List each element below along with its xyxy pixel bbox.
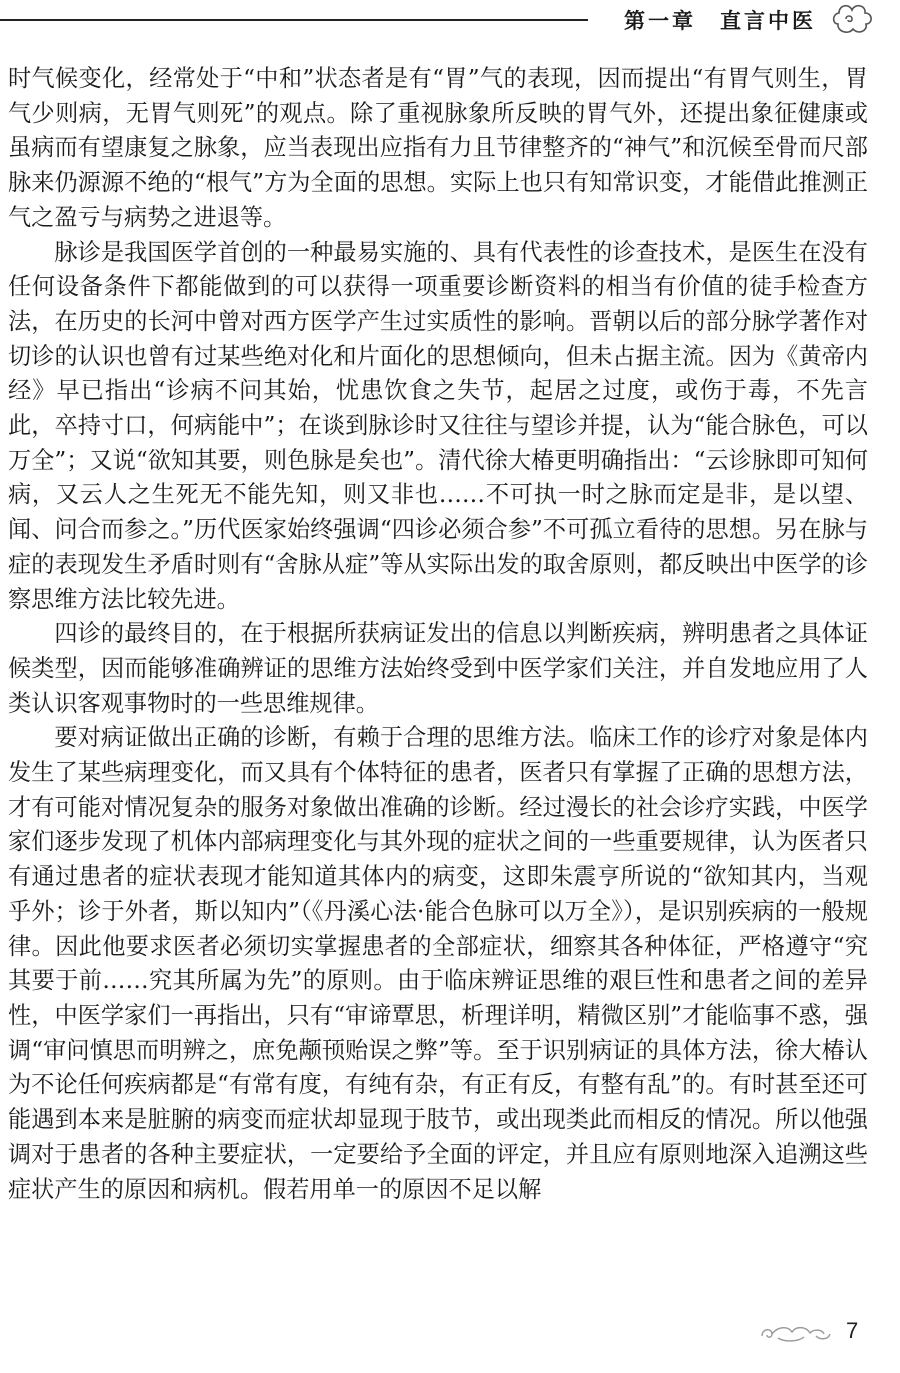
chapter-title: 第一章 直言中医 [624,8,816,33]
cloud-ornament-icon [830,0,876,40]
page-number: 7 [846,1318,859,1343]
body-text [8,62,868,1207]
paragraph: 脉诊是我国医学首创的一种最易实施的、具有代表性的诊查技术，是医生在没有任何设备条件下都能做到的可以获得一项重要诊断资料的相当有价值的徒手检查方法，在历史的长河中曾对西方医学产生过实质性的影响。晋朝以后的部分脉学著作对切诊的认识也曾有过某些绝对化和片面化的思想倾向，但未占据主流。因为《黄帝内经》早已指出“诊病不问其始，忧患饮食之失节，起居之过度，或伤于毒，不先言此，卒持寸口，何病能中”；在谈到脉诊时又往往与望诊并提，认为“能合脉色，可以万全”；又说“欲知其要，则色脉是矣也”。清代徐大椿更明确指出：“云诊脉即可知何病，又云人之生死无不能先知，则又非也……不可执一时之脉而定是非，是以望、闻、问合而参之。”历代医家始终强调“四诊必须合参”不可孤立看待的思想。另在脉与症的表现发生矛盾时则有“舍脉从症”等从实际出发的取舍原则，都反映出中医学的诊察思维方法比较先进。 [8,238,868,613]
paragraph: 要对病证做出正确的诊断，有赖于合理的思维方法。临床工作的诊疗对象是体内发生了某些病理变化，而又具有个体特征的患者，医者只有掌握了正确的思想方法，才有可能对情况复杂的服务对象做出准确的诊断。经过漫长的社会诊疗实践，中医学家们逐步发现了机体内部病理变化与其外现的症状之间的一些重要规律，认为医者只有通过患者的症状表现才能知道其体内的病变，这即朱震亨所说的“欲知其内，当观乎外；诊于外者，斯以知内”（《丹溪心法·能合色脉可以万全》），是识别疾病的一般规律。因此他要求医者必须切实掌握患者的全部症状，细察其各种体征，严格遵守“究其要于前……究其所属为先”的原则。由于临床辨证思维的艰巨性和患者之间的差异性，中医学家们一再指出，只有“审谛覃思，析理详明，精微区别”才能临事不惑，强调“审问慎思而明辨之，庶免颟顸贻误之弊”等。至于识别病证的具体方法，徐大椿认为不论任何疾病都是“有常有度，有纯有杂，有正有反，有整有乱”的。有时甚至还可能遇到本来是脏腑的病变而症状却显现于肢节，或出现类此而相反的情况。所以他强调对于患者的各种主要症状，一定要给予全面的评定，并且应有原则地深入追溯这些症状产生的原因和病机。假若用单一的原因不足以解 [8,724,868,1203]
cloud-swirl-ornament-icon [758,1320,834,1346]
running-header [0,0,900,44]
paragraph: 时气候变化，经常处于“中和”状态者是有“胃”气的表现，因而提出“有胃气则生，胃气少则病，无胃气则死”的观点。除了重视脉象所反映的胃气外，还提出象征健康或虽病而有望康复之脉象，应当表现出应指有力且节律整齐的“神气”和沉候至骨而尺部脉来仍源源不绝的“根气”方为全面的思想。实际上也只有知常识变，才能借此推测正气之盈亏与病势之进退等。 [8,65,868,231]
header-rule [0,19,588,21]
paragraph: 四诊的最终目的，在于根据所获病证发出的信息以判断疾病，辨明患者之具体证候类型，因而能够准确辨证的思维方法始终受到中医学家们关注，并自发地应用了人类认识客观事物时的一些思维规律。 [8,620,868,717]
